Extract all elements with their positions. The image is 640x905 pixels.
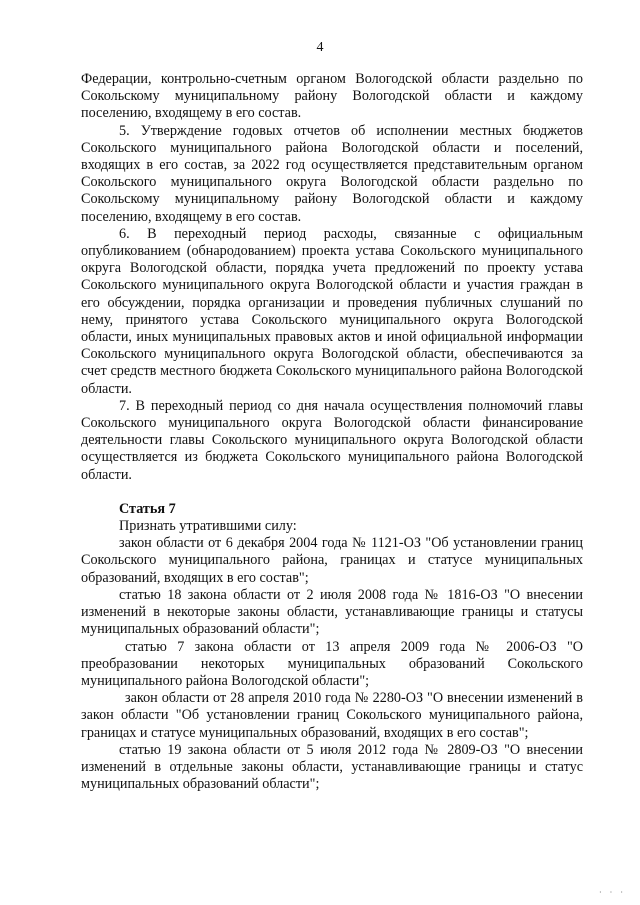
list-item: закон области от 6 декабря 2004 года № 1121-ОЗ "Об установлении границ Сокольского муниципального района, границах и статусе муниципальных образований, входящих в его состав"; [81,535,583,586]
paragraph: Федерации, контрольно-счетным органом Вологодской области раздельно по Сокольскому муниципальному району Вологодской области и каждому поселению, входящему в его состав. [81,71,583,122]
list-item: закон области от 28 апреля 2010 года № 2280-ОЗ "О внесении изменений в закон области "Об установлении границ Сокольского муниципального района, границах и статусе муниципальных образований, входящих в его состав"; [81,690,583,741]
article-intro: Признать утратившими силу: [119,518,297,535]
scan-artifact: · · · [599,888,626,897]
list-item: статью 19 закона области от 5 июля 2012 года № 2809-ОЗ "О внесении изменений в отдельные законы области, устанавливающие границы и статус муниципальных образований области"; [81,741,583,793]
list-item: статью 7 закона области от 13 апреля 2009 года № 2006-ОЗ "О преобразовании некоторых муниципальных образований Сокольского муниципального района Вологодской области"; [81,638,583,689]
list-item: статью 18 закона области от 2 июля 2008 года № 1816-ОЗ "О внесении изменений в некоторые законы области, устанавливающие границы и статусы муниципальных образований области"; [81,586,583,638]
document-body [81,71,583,793]
paragraph: 6. В переходный период расходы, связанные с официальным опубликованием (обнародованием) проекта устава Сокольского муниципального округа Вологодской области, порядка учета предложений по проекту устава Сокольского муниципального округа Вологодской области и участия граждан в его обсуждении, порядка организации и проведения публичных слушаний по нему, принятого устава Сокольского муниципального округа Вологодской области, иных муниципальных правовых актов и иной официальной информации Сокольского муниципального округа Вологодской области, обеспечиваются за счет средств местного бюджета Сокольского муниципального района Вологодской области. [81,225,583,397]
paragraph: 7. В переходный период со дня начала осуществления полномочий главы Сокольского муниципального округа Вологодской области финансирование деятельности главы Сокольского муниципального округа Вологодской области осуществляется из бюджета Сокольского муниципального района Вологодской области. [81,397,583,483]
page-number: 4 [316,40,324,55]
article-heading: Статья 7 [119,500,176,517]
paragraph: 5. Утверждение годовых отчетов об исполнении местных бюджетов Сокольского муниципального района Вологодской области и поселений, входящих в его состав, за 2022 год осуществляется представительным органом Сокольского муниципального округа Вологодской области раздельно по Сокольскому муниципальному району Вологодской области и каждому поселению, входящему в его состав. [81,122,583,225]
